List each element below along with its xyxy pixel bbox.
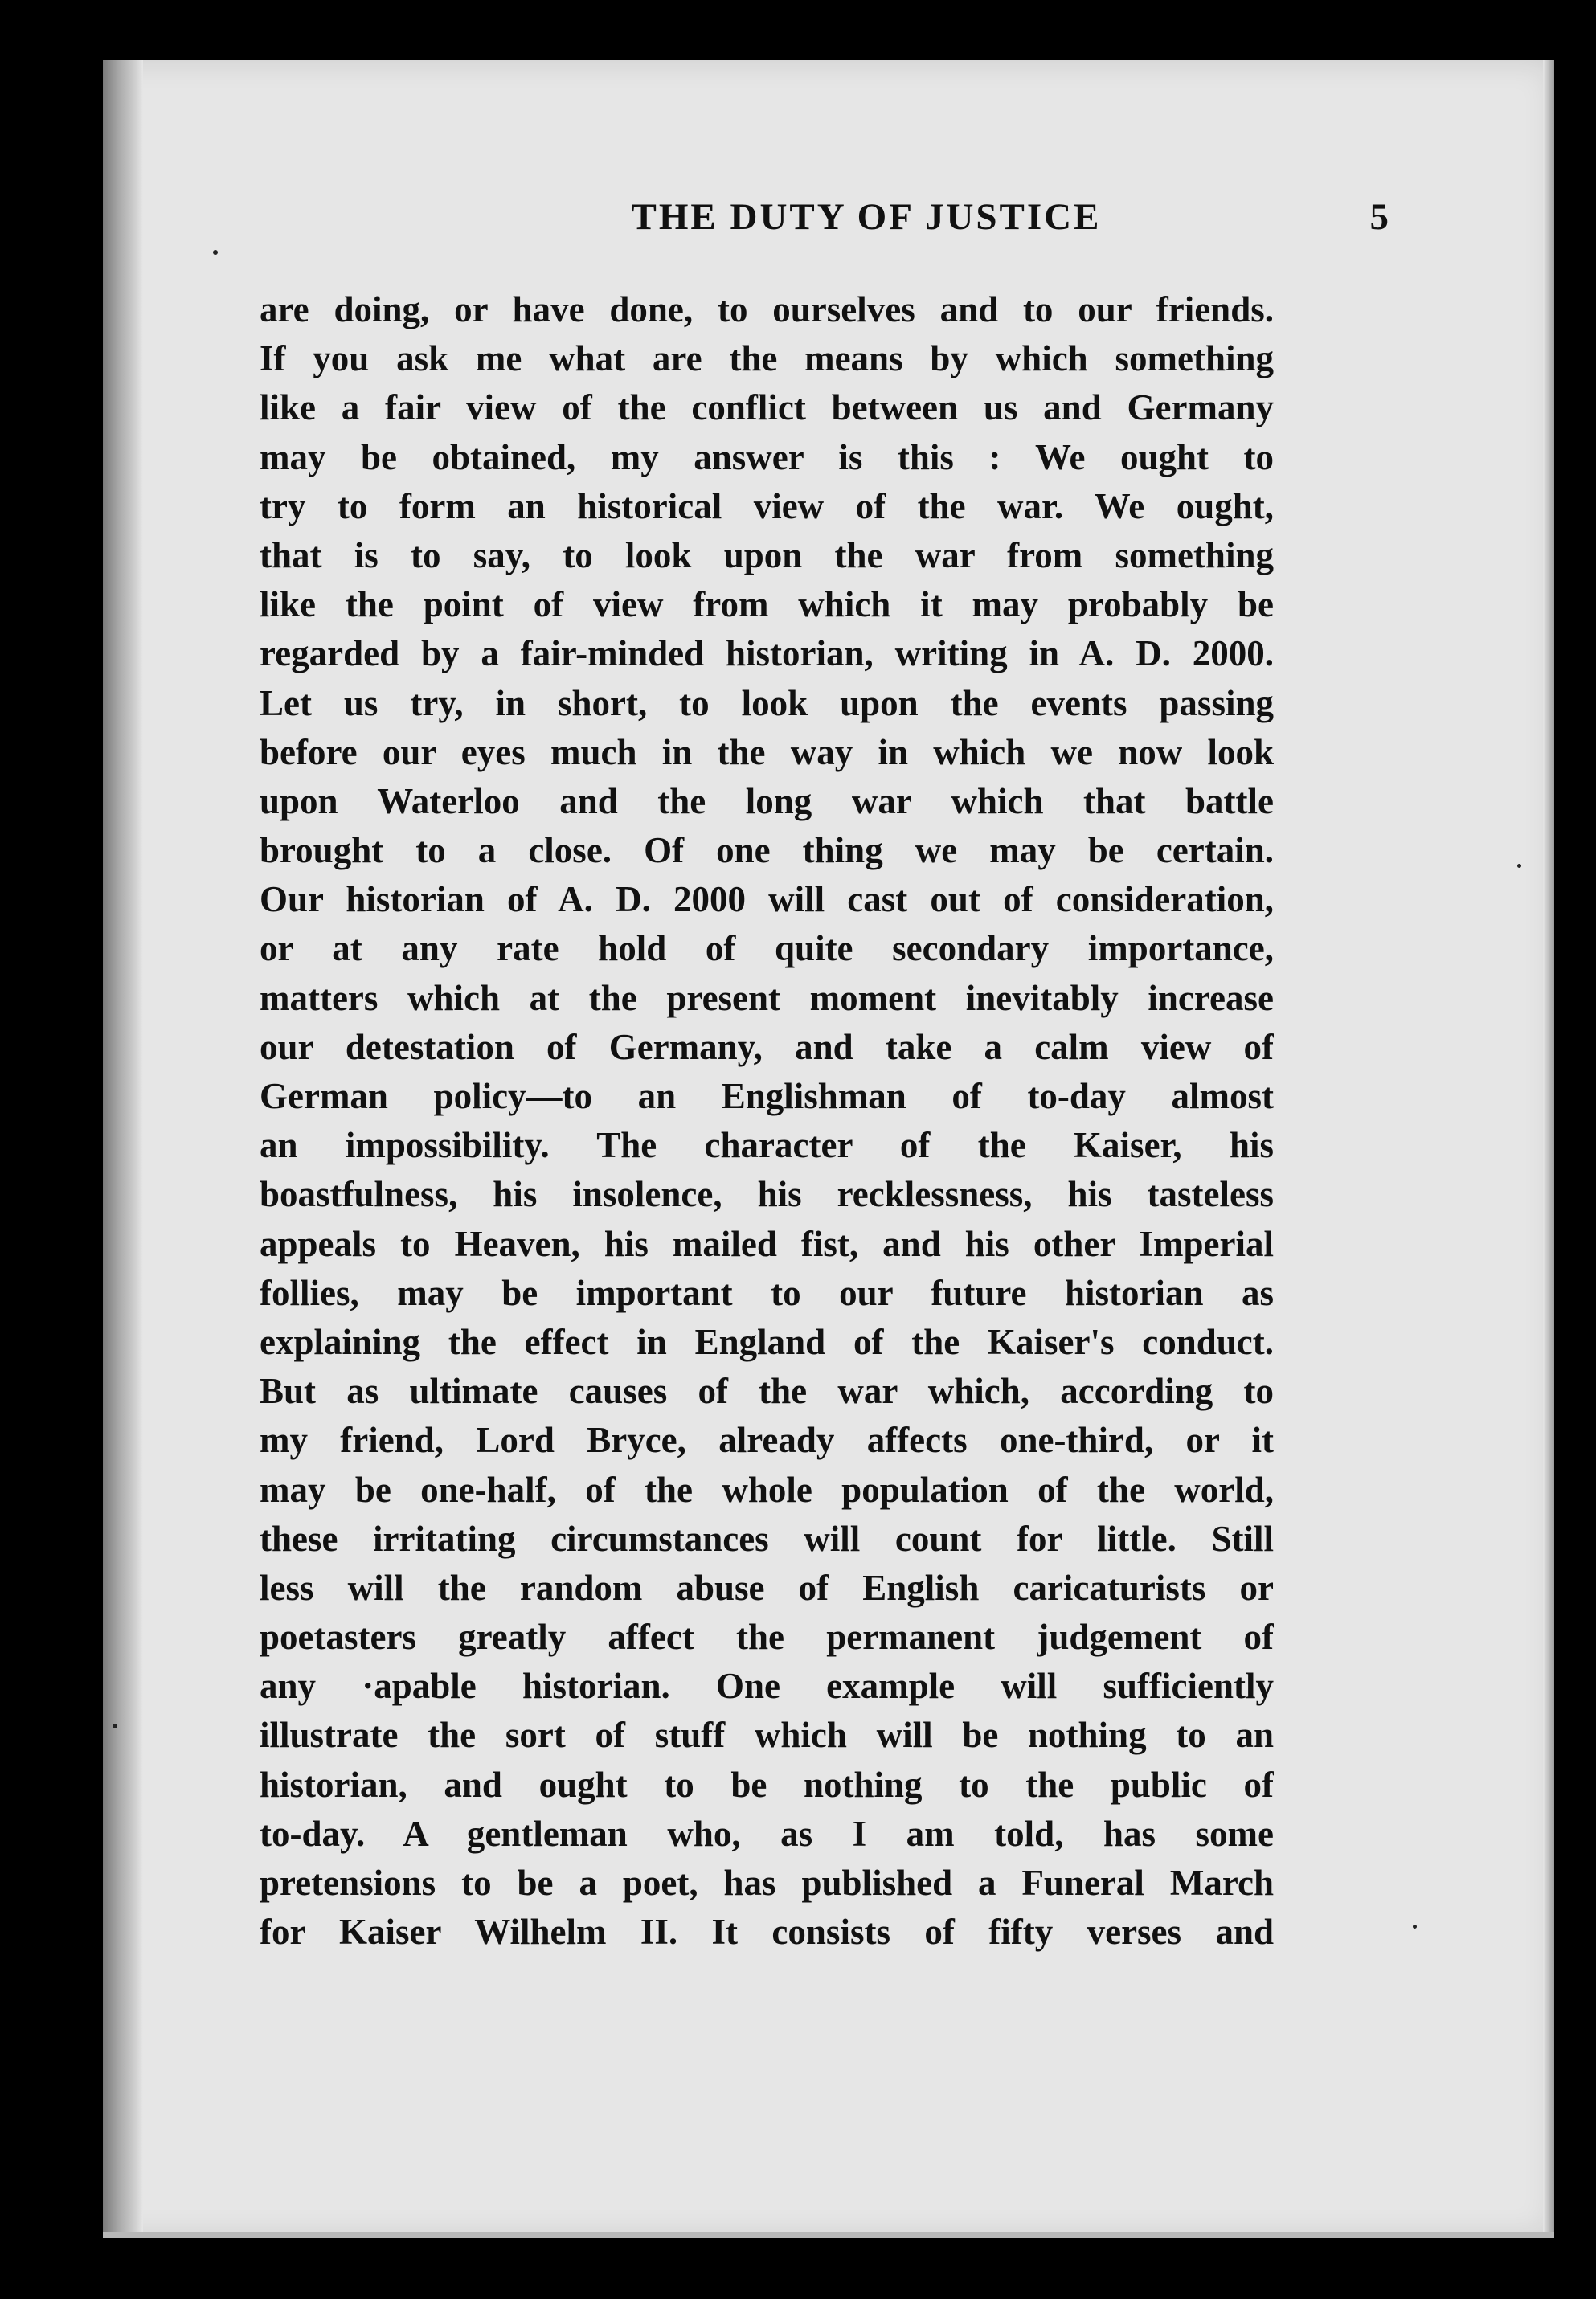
text-line: brought to a close. Of one thing we may be certain. bbox=[260, 830, 1274, 871]
page-header bbox=[505, 195, 1389, 252]
text-line: follies, may be important to our future historian as bbox=[260, 1272, 1274, 1313]
text-line: If you ask me what are the means by which something bbox=[260, 338, 1274, 379]
page-number: 5 bbox=[1369, 196, 1389, 238]
ink-speck bbox=[113, 1724, 117, 1728]
text-line: illustrate the sort of stuff which will be nothing to an bbox=[260, 1715, 1274, 1756]
body-text bbox=[260, 285, 1274, 1957]
text-line: pretensions to be a poet, has published a Funeral March bbox=[260, 1863, 1274, 1903]
text-line: my friend, Lord Bryce, already affects one-third, or it bbox=[260, 1420, 1274, 1461]
text-line: before our eyes much in the way in which we now look bbox=[260, 731, 1274, 772]
page-right-edge bbox=[1543, 60, 1554, 2238]
text-line: these irritating circumstances will count for little. Still bbox=[260, 1518, 1274, 1559]
text-line: explaining the effect in England of the Kaiser's conduct. bbox=[260, 1321, 1274, 1362]
text-line: boastfulness, his insolence, his recklessness, his tasteless bbox=[260, 1174, 1274, 1215]
text-line: are doing, or have done, to ourselves and to our friends. bbox=[260, 289, 1274, 329]
text-line: may be one-half, of the whole population of the world, bbox=[260, 1469, 1274, 1510]
book-page bbox=[103, 60, 1554, 2238]
text-line: less will the random abuse of English caricaturists or bbox=[260, 1567, 1274, 1608]
page-bottom-edge bbox=[103, 2232, 1554, 2238]
ink-speck bbox=[1413, 1925, 1417, 1929]
text-line: our detestation of Germany, and take a calm view of bbox=[260, 1026, 1274, 1067]
text-line: try to form an historical view of the war. We ought, bbox=[260, 485, 1274, 526]
running-title: THE DUTY OF JUSTICE bbox=[631, 196, 1102, 238]
text-line: But as ultimate causes of the war which, according to bbox=[260, 1371, 1274, 1412]
text-line: any ·apable historian. One example will sufficiently bbox=[260, 1666, 1274, 1707]
text-line: for Kaiser Wilhelm II. It consists of fifty verses and bbox=[260, 1912, 1274, 1953]
text-line: that is to say, to look upon the war from something bbox=[260, 534, 1274, 575]
text-line: appeals to Heaven, his mailed fist, and his other Imperial bbox=[260, 1223, 1274, 1264]
text-line: Let us try, in short, to look upon the events passing bbox=[260, 682, 1274, 723]
text-line: German policy—to an Englishman of to-day almost bbox=[260, 1076, 1274, 1116]
text-line: an impossibility. The character of the Kaiser, his bbox=[260, 1125, 1274, 1166]
text-line: to-day. A gentleman who, as I am told, has some bbox=[260, 1813, 1274, 1854]
text-line: Our historian of A. D. 2000 will cast out of consideration, bbox=[260, 879, 1274, 920]
page-spine-shadow bbox=[103, 60, 143, 2238]
text-line: matters which at the present moment inevitably increase bbox=[260, 977, 1274, 1018]
ink-speck bbox=[213, 250, 218, 255]
text-line: regarded by a fair-minded historian, writing in A. D. 2000. bbox=[260, 633, 1274, 674]
text-line: poetasters greatly affect the permanent judgement of bbox=[260, 1617, 1274, 1658]
ink-speck bbox=[1517, 864, 1521, 868]
text-line: like a fair view of the conflict between us and Germany bbox=[260, 387, 1274, 428]
text-line: or at any rate hold of quite secondary importance, bbox=[260, 928, 1274, 969]
text-line: like the point of view from which it may probably be bbox=[260, 584, 1274, 625]
text-line: upon Waterloo and the long war which that battle bbox=[260, 780, 1274, 821]
text-line: historian, and ought to be nothing to the public of bbox=[260, 1764, 1274, 1805]
text-line: may be obtained, my answer is this : We ought to bbox=[260, 436, 1274, 477]
